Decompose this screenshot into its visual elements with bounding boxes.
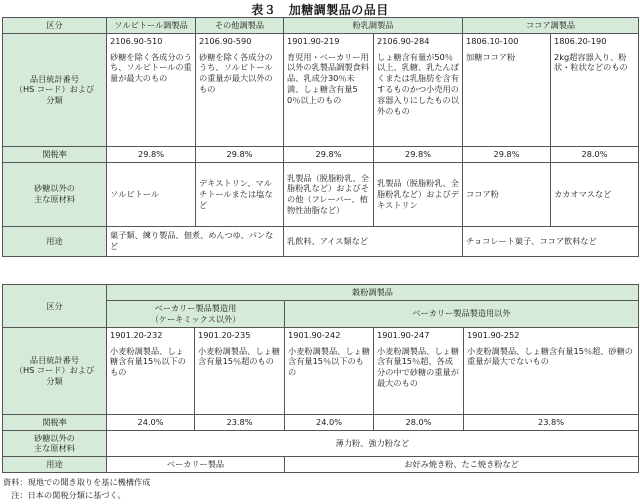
tariff-rate: 29.8%	[107, 146, 196, 162]
hs-cell	[107, 327, 195, 414]
hs-cell	[463, 33, 551, 146]
hs-cell	[374, 327, 464, 414]
hs-cell	[374, 33, 463, 146]
source-note: 資料：現地での聞き取りを基に機構作成	[3, 477, 151, 487]
hs-cell	[284, 33, 374, 146]
material-cell: カカオマスなど	[551, 162, 639, 226]
hs-code: 1901.20-235	[198, 329, 251, 340]
hs-desc: 小麦粉調製品、しょ糖含有量15％超、各成分の中で砂糖の重量が最大のもの	[377, 345, 459, 389]
use-label: 用途	[3, 226, 107, 256]
use-cell: 乳飲料、アイス類など	[284, 226, 463, 256]
material-cell: 薄力粉、強力粉など	[107, 430, 639, 457]
hs-code: 1901.90-242	[288, 329, 341, 340]
tariff-rate: 29.8%	[284, 146, 374, 162]
hs-desc: 小麦粉調製品、しょ糖含有量15％以下のもの	[110, 345, 186, 378]
kubun-header: 区分	[3, 18, 107, 34]
sorbitol-header: ソルビトール調製品	[107, 18, 196, 34]
hs-code: 2106.90-284	[377, 35, 430, 46]
hs-code: 1901.20-232	[110, 329, 163, 340]
hs-code: 1901.90-247	[377, 329, 430, 340]
use-cell: チョコレート菓子、ココア飲料など	[463, 226, 639, 256]
tariff-rate: 23.8%	[195, 414, 285, 430]
hs-code: 1806.10-100	[466, 35, 519, 46]
tariff-rate: 23.8%	[464, 414, 639, 430]
hs-desc: 小麦粉調製品、しょ糖含有量15％以下のもの	[288, 345, 370, 378]
hs-cell	[464, 327, 639, 414]
hs-cell	[551, 33, 639, 146]
hs-cell	[285, 327, 374, 414]
hs-desc: しょ糖含有量が50％以上、乳糖、乳たんぱくまたは乳脂肪を含有するものかつ小売用の容器入りにしたもの以外のもの	[377, 51, 459, 116]
tariff-rate: 28.0%	[374, 414, 464, 430]
hs-code: 2106.90-590	[199, 35, 252, 46]
hs-desc: 小麦粉調製品、しょ糖含有量15％超、砂糖の重量が最大でないもの	[467, 345, 633, 367]
hs-cell	[195, 327, 285, 414]
tariff-rate: 29.8%	[196, 146, 284, 162]
other-header: その他調製品	[196, 18, 284, 34]
use-label: 用途	[3, 457, 107, 473]
tariff-rate: 28.0%	[551, 146, 639, 162]
tariff-label: 関税率	[3, 414, 107, 430]
tariff-rate: 24.0%	[107, 414, 195, 430]
material-cell: 乳製品（脱脂粉乳、全脂粉乳など）およびその他（フレーバー、植物性油脂など）	[284, 162, 374, 226]
use-cell: 菓子類、練り製品、佃煮、めんつゆ、パンなど	[107, 226, 284, 256]
milk-header: 粉乳調製品	[284, 18, 463, 34]
flour-products-table	[2, 284, 639, 473]
sweetened-products-table	[2, 17, 639, 257]
hs-desc: 小麦粉調製品、しょ糖含有量15％超のもの	[198, 345, 280, 367]
material-label: 砂糖以外の 主な原材料	[3, 162, 107, 226]
hs-code-label: 品目統計番号 （HS コード）および 分類	[3, 327, 107, 414]
material-cell: デキストリン、マルチトールまたは塩など	[196, 162, 284, 226]
hs-code-label: 品目統計番号 （HS コード）および 分類	[3, 33, 107, 146]
use-cell: お好み焼き粉、たこ焼き粉など	[285, 457, 639, 473]
hs-cell	[107, 33, 196, 146]
non-bakery-header: ベーカリー製品製造用以外	[285, 300, 639, 327]
hs-code: 1901.90-252	[467, 329, 520, 340]
tariff-label: 関税率	[3, 146, 107, 162]
table-title: 表３ 加糖調製品の品目	[251, 3, 389, 17]
tariff-rate: 29.8%	[374, 146, 463, 162]
hs-desc: 育児用・ベーカリー用以外の乳製品調製食料品、乳成分30％未満、しょ糖含有量50％以上のもの	[287, 51, 369, 105]
hs-code: 2106.90-510	[110, 35, 163, 46]
hs-cell	[196, 33, 284, 146]
use-cell: ベーカリー製品	[107, 457, 285, 473]
tariff-rate: 29.8%	[463, 146, 551, 162]
hs-code: 1901.90-219	[287, 35, 340, 46]
material-cell: ソルビトール	[107, 162, 196, 226]
cocoa-header: ココア調製品	[463, 18, 639, 34]
material-label: 砂糖以外の 主な原材料	[3, 430, 107, 457]
material-cell: 乳製品（脱脂粉乳、全脂粉乳など）およびデキストリン	[374, 162, 463, 226]
hs-code: 1806.20-190	[554, 35, 607, 46]
hs-desc: 2kg超容器入り、粉状・粒状などのもの	[554, 51, 628, 73]
hs-desc: 砂糖を除く各成分のうち、ソルビトールの重量が最大のもの	[110, 51, 192, 84]
footnote: 注：日本の関税分類に基づく。	[3, 490, 126, 500]
tariff-rate: 24.0%	[285, 414, 374, 430]
hs-desc: 砂糖を除く各成分のうち、ソルビトールの重量が最大以外のもの	[199, 51, 273, 95]
kubun-header: 区分	[3, 285, 107, 328]
bakery-header: ベーカリー製品製造用 （ケーキミックス以外）	[107, 300, 285, 327]
flour-group-header: 穀粉調製品	[107, 285, 639, 301]
hs-desc: 加糖ココア粉	[466, 51, 516, 62]
material-cell: ココア粉	[463, 162, 551, 226]
